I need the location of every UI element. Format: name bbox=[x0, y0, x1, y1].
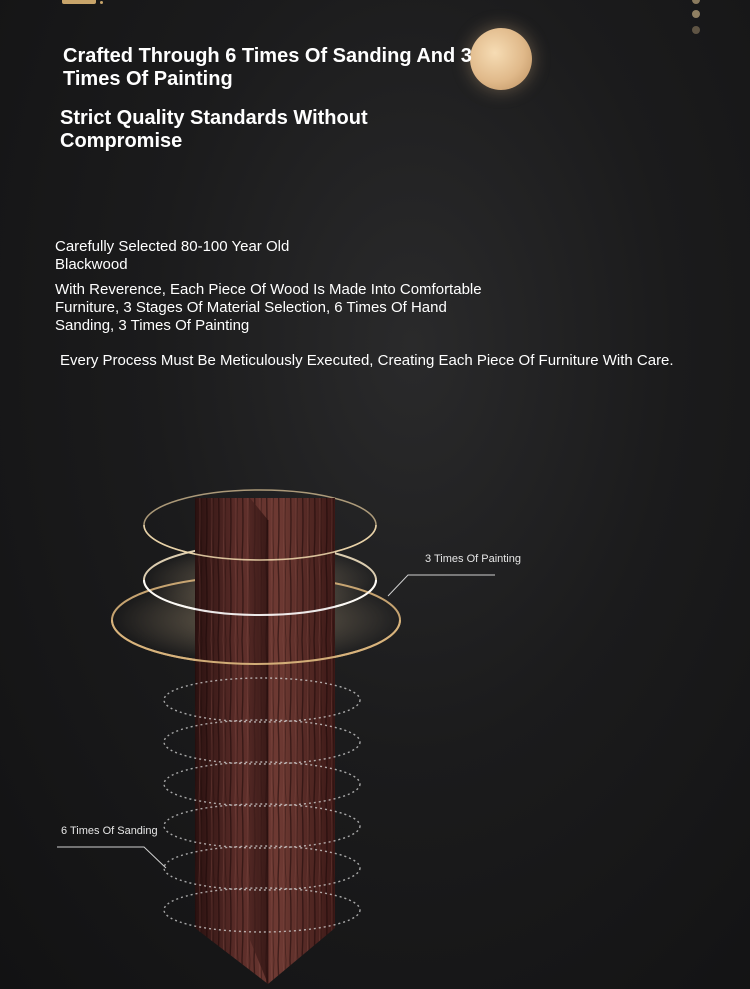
selection-text: Carefully Selected 80-100 Year Old Blackwood bbox=[55, 238, 290, 273]
sanding-leader-line bbox=[57, 847, 166, 868]
process-text: With Reverence, Each Piece Of Wood Is Made Into Comfortable Furniture, 3 Stages Of Material Selection, 6 Times Of Hand Sanding, 3 Times Of Painting bbox=[55, 281, 482, 334]
wood-pillar-edge bbox=[250, 498, 268, 984]
subheadline: Strict Quality Standards Without Compromise bbox=[60, 107, 368, 152]
care-text: Every Process Must Be Meticulously Executed, Creating Each Piece Of Furniture With Care. bbox=[60, 352, 674, 369]
sanding-callout: 6 Times Of Sanding bbox=[61, 825, 158, 837]
painting-callout: 3 Times Of Painting bbox=[425, 553, 521, 565]
painting-leader-line bbox=[388, 575, 495, 596]
headline: Crafted Through 6 Times Of Sanding And 3 Times Of Painting bbox=[63, 45, 472, 90]
